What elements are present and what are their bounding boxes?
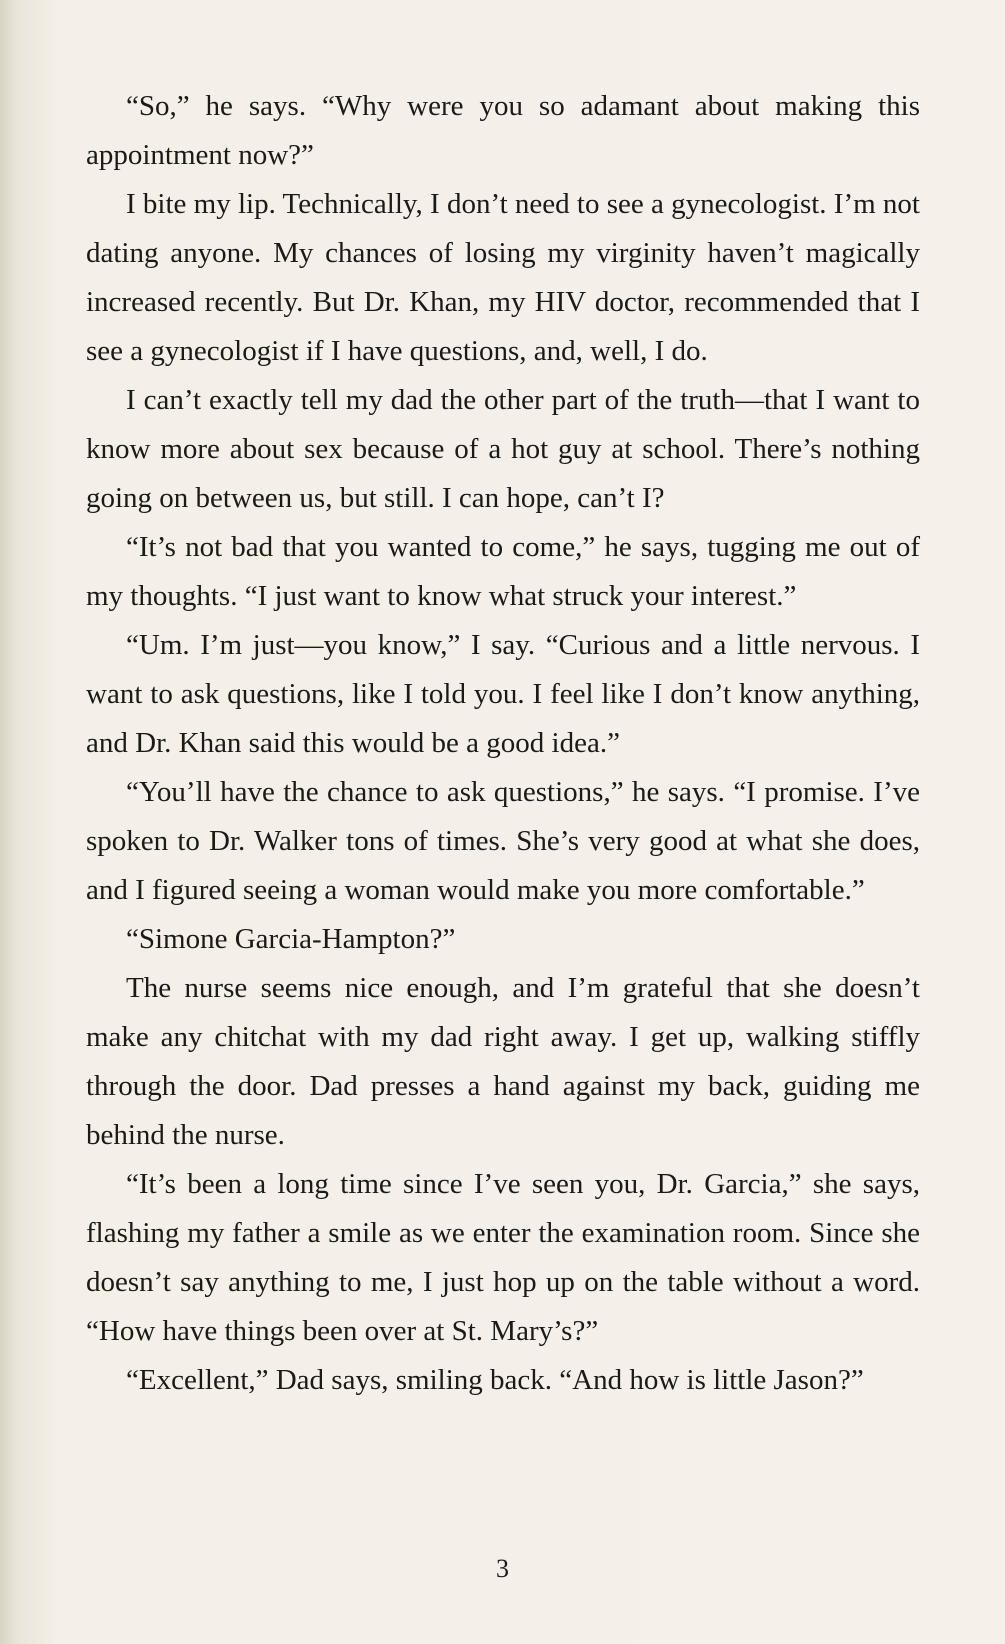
paragraph: The nurse seems nice enough, and I’m grateful that she doesn’t make any chitchat with my dad right away. I get up, walking stiffly through the door. Dad presses a hand against my back, guiding me behind the nurse.	[86, 972, 920, 1151]
body-text	[86, 82, 920, 1405]
paragraph: I can’t exactly tell my dad the other part of the truth—that I want to know more about sex because of a hot guy at school. There’s nothing going on between us, but still. I can hope, can’t I?	[86, 384, 920, 514]
paragraph: “Excellent,” Dad says, smiling back. “And how is little Jason?”	[126, 1364, 864, 1396]
page-number: 3	[496, 1554, 509, 1583]
paragraph: “Simone Garcia-Hampton?”	[126, 923, 456, 955]
paragraph: “It’s not bad that you wanted to come,” he says, tugging me out of my thoughts. “I just want to know what struck your interest.”	[86, 531, 920, 612]
paragraph: “It’s been a long time since I’ve seen you, Dr. Garcia,” she says, flashing my father a smile as we enter the examination room. Since she doesn’t say anything to me, I just hop up on the table without a word. “How have things been over at St. Mary’s?”	[86, 1168, 920, 1347]
paragraph: I bite my lip. Technically, I don’t need to see a gynecologist. I’m not dating anyone. My chances of losing my virginity haven’t magically increased recently. But Dr. Khan, my HIV doctor, recommended that I see a gynecologist if I have questions, and, well, I do.	[86, 188, 920, 367]
paragraph: “You’ll have the chance to ask questions,” he says. “I promise. I’ve spoken to Dr. Walker tons of times. She’s very good at what she does, and I figured seeing a woman would make you more comfortable.”	[86, 776, 920, 906]
paragraph: “Um. I’m just—you know,” I say. “Curious and a little nervous. I want to ask questions, like I told you. I feel like I don’t know anything, and Dr. Khan said this would be a good idea.”	[86, 629, 920, 759]
paragraph: “So,” he says. “Why were you so adamant about making this appointment now?”	[86, 90, 920, 171]
